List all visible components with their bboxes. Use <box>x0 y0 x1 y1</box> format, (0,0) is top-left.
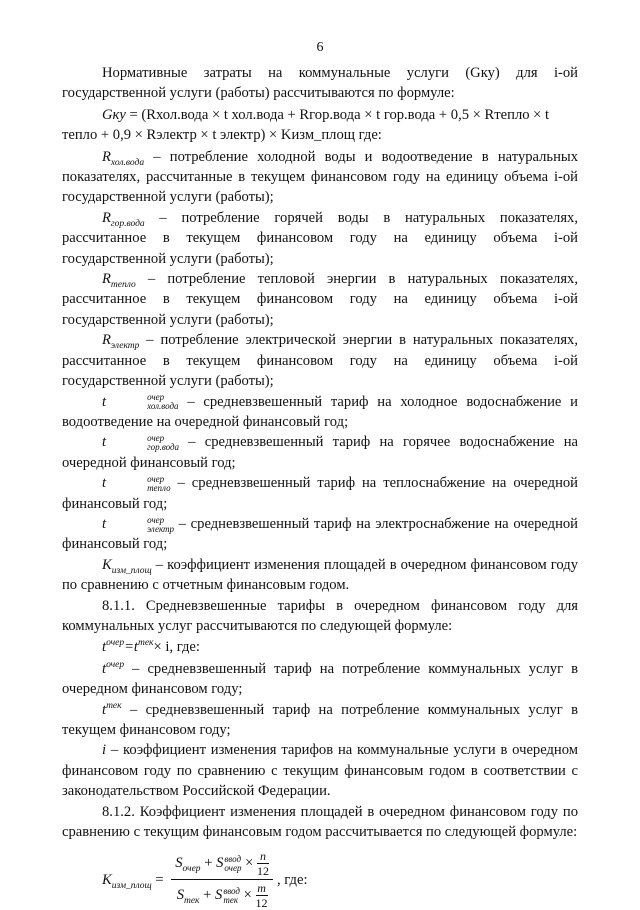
tariff-definition-text: – средневзвешенный тариф на потребление коммунальных услуг в текущем финансовом году; <box>62 701 578 738</box>
main-definition-symbol: t очер гор.вода <box>102 432 180 452</box>
tariff-definition-symbol: $t^{очер}$ <box>102 659 125 677</box>
formula-811-rhs-sup: тек <box>137 638 154 649</box>
main-definition <box>62 392 578 433</box>
main-definition-text: – средневзвешенный тариф на теплоснабжение на очередной финансовый год; <box>62 475 578 512</box>
formula-main-suffix: где: <box>358 127 382 144</box>
main-definition <box>62 555 578 596</box>
formula-812: $K_{изм\_площ}$ = $S_{очер} + S$ ввод очер × $\frac{n}{12}$ $S_{тек} + S$ ввод тек × $\frac{m}{12}$ , где: <box>102 849 308 910</box>
main-definition-text: – потребление электрической энергии в натуральных показателях, рассчитанное в текущем финансовом году на единицу объема i-ой государственной услуги (работы); <box>62 332 578 390</box>
tariff-definition-text: – средневзвешенный тариф на потребление коммунальных услуг в очередном финансовом году; <box>62 660 578 698</box>
formula-811-tail: × i, где: <box>153 639 200 656</box>
main-definition-symbol: t очер хол.вода <box>102 392 179 412</box>
page-number: 6 <box>316 40 324 55</box>
tariff-definition <box>62 700 578 741</box>
formula-811: $t^{очер}=t^{тек}\times i$, где: <box>102 638 200 656</box>
main-definition-text: – потребление горячей воды в натуральных показателях, рассчитанное в текущем финансовом году на единицу объема i-ой государственной услуги (работы); <box>62 209 578 267</box>
section-811: 8.1.1. Средневзвешенные тарифы в очередном финансовом году для коммунальных услуг рассчитываются по следующей формуле: <box>62 597 578 634</box>
main-definition <box>62 269 578 330</box>
main-definition-symbol: $R_{гор.вода}$ <box>102 209 145 229</box>
formula-main-lhs: Gку <box>102 106 126 123</box>
main-definition-text: – коэффициент изменения площадей в очередном финансовом году по сравнению с отчетным финансовым годом. <box>62 556 578 594</box>
intro-paragraph: Нормативные затраты на коммунальные услуги (Gку) для i-ой государственной услуги (работы) рассчитываются по формуле: <box>62 65 578 102</box>
main-definition-symbol: $R_{электр}$ <box>102 332 140 352</box>
main-definition-symbol: t очер электр <box>102 514 175 534</box>
definitions-811-list <box>62 659 578 802</box>
tariff-definition-text: – коэффициент изменения тарифов на коммунальные услуги в очередном финансовом году по сравнению с текущим финансовым годом в соответствии с законодательством Российской Федерации. <box>62 742 578 800</box>
main-definition-symbol: $K_{изм\_площ}$ <box>102 556 152 576</box>
definitions-list <box>62 147 578 596</box>
tariff-definition-symbol: i <box>102 742 107 759</box>
tariff-definition-symbol: $t^{тек}$ <box>102 700 122 718</box>
formula-812-suffix: , где: <box>277 871 308 888</box>
main-definition <box>62 147 578 208</box>
formula-812-numerator: $S_{очер} + S$ ввод очер × $\frac{n}{12}$ <box>175 849 269 879</box>
formula-812-fraction <box>171 850 273 909</box>
main-definition-symbol: $R_{хол.вода}$ <box>102 148 145 168</box>
main-definition-symbol: t очер тепло <box>102 473 171 493</box>
tariff-definition <box>62 659 578 700</box>
main-definition-text: – средневзвешенный тариф на электроснабжение на очередной финансовый год; <box>62 515 578 553</box>
formula-main-body: = (Rхол.вода × t хол.вода + Rгор.вода × t гор.вода + 0,5 × Rтепло × t тепло + 0,9 × Rэлектр × t электр) × Kизм_площ <box>62 106 550 144</box>
main-definition-text: – средневзвешенный тариф на горячее водоснабжение на очередной финансовый год; <box>62 434 578 471</box>
main-definition-symbol: $R_{тепло}$ <box>102 271 136 290</box>
main-definition-text: – средневзвешенный тариф на холодное водоснабжение и водоотведение на очередной финансовый год; <box>62 393 578 430</box>
formula-812-lhs: $K_{изм\_площ}$ <box>102 871 152 891</box>
main-definition-text: – потребление холодной воды и водоотведение в натуральных показателях, рассчитанные в текущем финансовом году на единицу объема i-ой государственной услуги (работы); <box>62 148 578 206</box>
formula-812-denominator: $S_{тек} + S$ ввод тек × $\frac{m}{12}$ <box>176 881 268 910</box>
document-body <box>62 63 578 909</box>
formula-811-lhs-sup: очер <box>106 638 125 649</box>
tariff-definition <box>62 740 578 801</box>
formula-main <box>62 105 578 146</box>
main-definition <box>62 473 578 514</box>
main-definition <box>62 514 578 555</box>
main-definition-text: – потребление тепловой энергии в натуральных показателях, рассчитанное в текущем финансовом году на единицу объема i-ой государственной услуги (работы); <box>62 271 578 328</box>
main-definition <box>62 330 578 391</box>
section-812: 8.1.2. Коэффициент изменения площадей в очередном финансовом году по сравнению с текущим финансовым годом рассчитывается по следующей формуле: <box>62 803 578 841</box>
main-definition <box>62 432 578 473</box>
main-definition <box>62 208 578 269</box>
